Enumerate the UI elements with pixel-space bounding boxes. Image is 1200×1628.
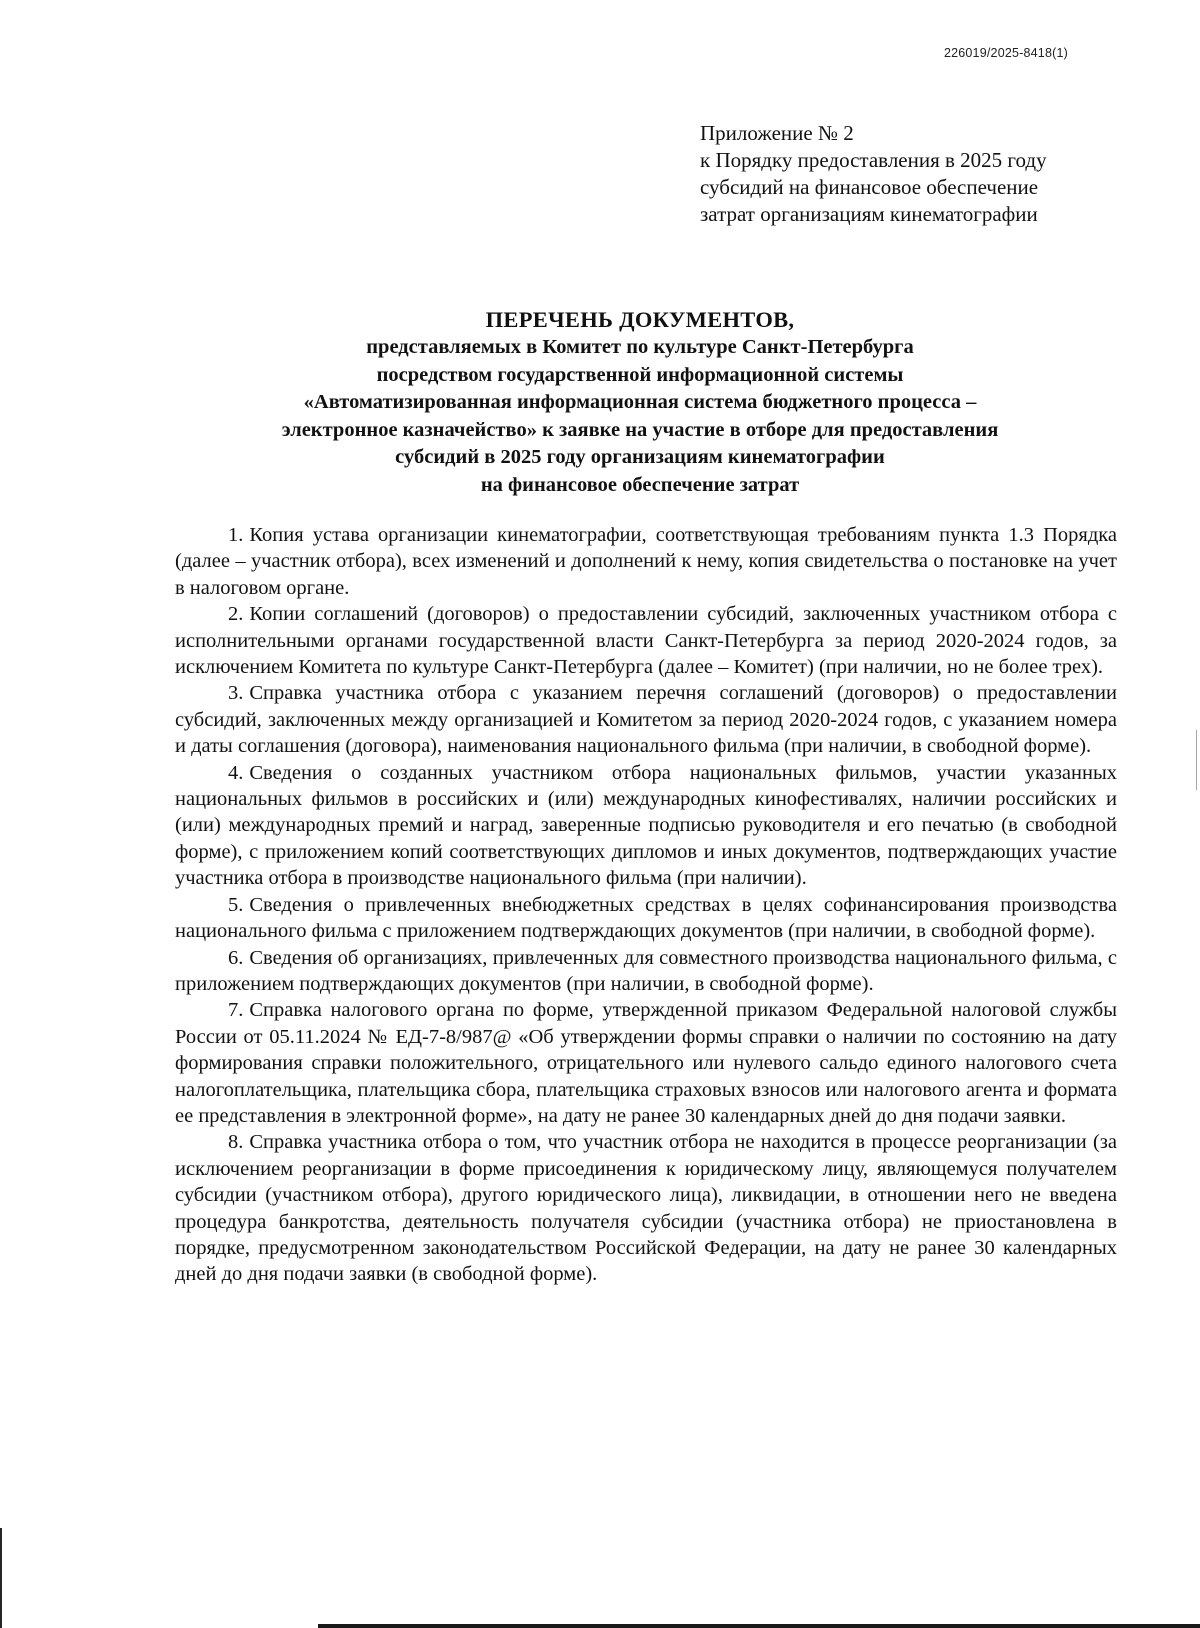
scan-edge-mark: [0, 1528, 2, 1628]
item-text: Справка участника отбора о том, что участник отбора не находится в процессе реорганизации (за исключением реорганизации в форме присоединения к юридическому лицу, являющемуся получателем субсидии (участником отбора), другого юридического лица), ликвидации, в отношении него не введена процедура банкротства, деятельность получателя субсидии (участника отбора) не приостановлена в порядке, предусмотренном законодательством Российской Федерации, на дату не ранее 30 календарных дней до дня подачи заявки (в свободной форме).: [175, 1131, 1117, 1286]
title-subline: на финансовое обеспечение затрат: [480, 473, 800, 496]
item-number: 4.: [228, 761, 244, 784]
item-text: Справка участника отбора с указанием перечня соглашений (договоров) о предоставлении субсидий, заключенных между организацией и Комитетом за период 2020-2024 годов, с указанием номера и даты соглашения (договора), наименования национального фильма (при наличии, в свободной форме).: [175, 682, 1117, 758]
appendix-line: к Порядку предоставления в 2025 году: [700, 148, 1047, 172]
title-subline: «Автоматизированная информационная система бюджетного процесса –: [303, 391, 977, 413]
list-item: [175, 1129, 1117, 1287]
title-subline: субсидий в 2025 году организациям кинематографии: [395, 446, 885, 468]
list-item: [175, 680, 1117, 759]
item-number: 8.: [228, 1131, 244, 1154]
list-item: [175, 760, 1117, 892]
scan-edge-mark: [1196, 730, 1197, 790]
item-number: 6.: [228, 946, 244, 969]
list-item: [175, 945, 1117, 998]
item-text: Копия устава организации кинематографии, соответствующая требованиям пункта 1.3 Порядка (далее – участник отбора), всех изменений и дополнений к нему, копия свидетельства о постановке на учет в налоговом органе.: [175, 524, 1117, 599]
appendix-reference: [700, 120, 1130, 228]
title-subline: электронное казначейство» к заявке на участие в отборе для предоставления: [281, 418, 999, 441]
appendix-line: субсидий на финансовое обеспечение: [700, 175, 1039, 199]
document-list: [175, 522, 1117, 1288]
list-item: [175, 601, 1117, 680]
list-item: [175, 522, 1117, 601]
item-number: 2.: [228, 603, 244, 626]
item-text: Справка налогового органа по форме, утвержденной приказом Федеральной налоговой службы России от 05.11.2024 № ЕД-7-8/987@ «Об утверждении формы справки о наличии по состоянию на дату формирования справки положительного, отрицательного или нулевого сальдо единого налогового счета налогоплательщика, плательщика сбора, плательщика страховых взносов или налогового агента и формата ее представления в электронной форме», на дату не ранее 30 календарных дней до дня подачи заявки.: [175, 999, 1117, 1127]
item-number: 1.: [228, 524, 244, 546]
item-number: 5.: [228, 893, 244, 916]
appendix-line: Приложение № 2: [700, 121, 854, 145]
title-subline: посредством государственной информационной системы: [376, 363, 904, 386]
title-subline: представляемых в Комитет по культуре Санкт-Петербурга: [366, 336, 914, 358]
item-text: Сведения об организациях, привлеченных для совместного производства национального фильма, с приложением подтверждающих документов (при наличии, в свободной форме).: [175, 946, 1117, 995]
list-item: [175, 997, 1117, 1129]
item-text: Сведения о привлеченных внебюджетных средствах в целях софинансирования производства национального фильма с приложением подтверждающих документов (при наличии, в свободной форме).: [175, 893, 1117, 943]
item-text: Сведения о созданных участником отбора национальных фильмов, участии указанных национальных фильмов в российских и (или) международных кинофестивалях, наличии российских и (или) международных премий и наград, заверенные подписью руководителя и его печатью (в свободной форме), с приложением копий соответствующих дипломов и иных документов, подтверждающих участие участника отбора в производстве национального фильма (при наличии).: [175, 761, 1117, 890]
item-text: Копии соглашений (договоров) о предоставлении субсидий, заключенных участником отбора с исполнительными органами государственной власти Санкт-Петербурга за период 2020-2024 годов, за исключением Комитета по культуре Санкт-Петербурга (далее – Комитет) (при наличии, но не более трех).: [175, 603, 1117, 679]
item-number: 3.: [228, 682, 244, 705]
scan-edge-mark: [318, 1624, 1200, 1628]
document-title: [140, 306, 1140, 499]
appendix-line: затрат организациям кинематографии: [700, 202, 1038, 226]
list-item: [175, 892, 1117, 945]
title-heading: ПЕРЕЧЕНЬ ДОКУМЕНТОВ,: [485, 307, 795, 332]
item-number: 7.: [228, 999, 244, 1022]
document-registration-number: 226019/2025-8418(1): [943, 46, 1068, 60]
